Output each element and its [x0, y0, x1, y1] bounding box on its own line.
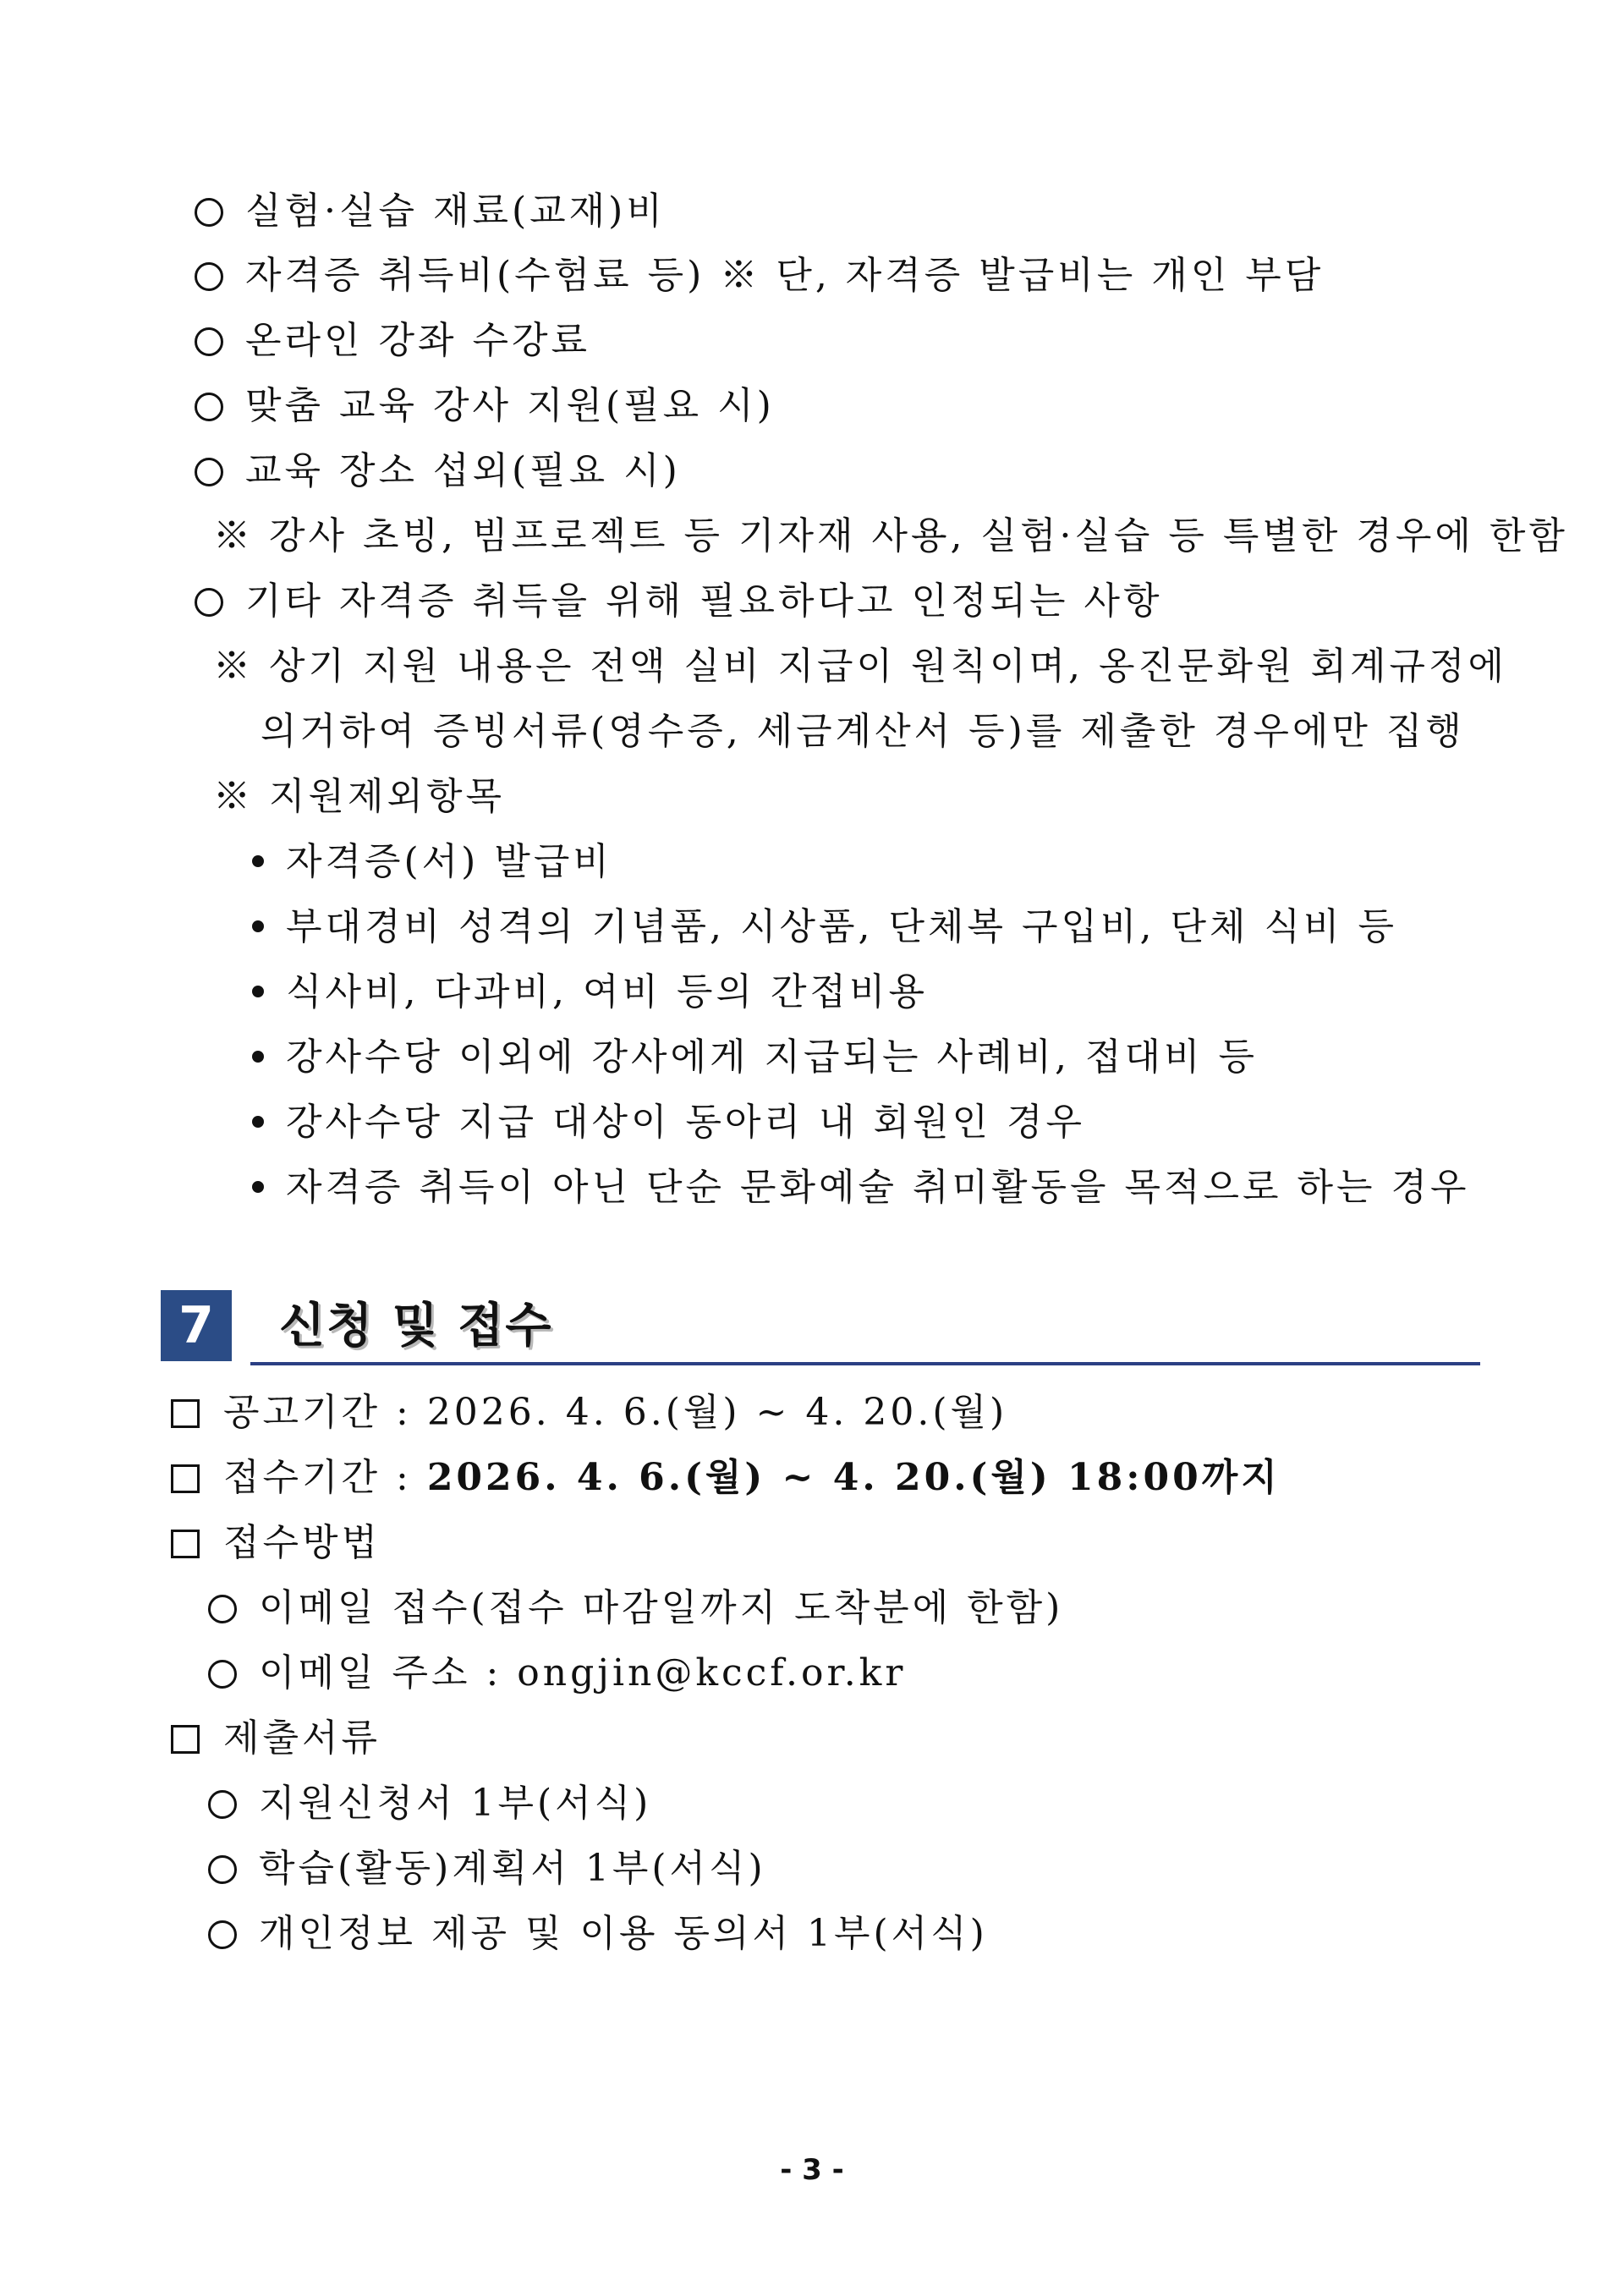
exclusion-item: 부대경비 성격의 기념품, 시상품, 단체복 구입비, 단체 식비 등	[252, 902, 1397, 953]
list-item: 기타 자격증 취득을 위해 필요하다고 인정되는 사항	[195, 576, 1163, 627]
bullet-dot-icon	[252, 920, 264, 932]
circle-bullet-icon	[208, 1595, 237, 1623]
reception-period-value: 2026. 4. 6.(월) ~ 4. 20.(월) 18:00까지	[426, 1456, 1281, 1499]
list-item: 교육 장소 섭외(필요 시)	[195, 446, 681, 497]
note-reimbursement-line1: ※ 상기 지원 내용은 전액 실비 지급이 원칙이며, 옹진문화원 회계규정에	[213, 645, 1507, 688]
reception-period: 접수기간 : 2026. 4. 6.(월) ~ 4. 20.(월) 18:00까지	[171, 1453, 1281, 1503]
list-item: 자격증 취득비(수험료 등) ※ 단, 자격증 발급비는 개인 부담	[195, 250, 1324, 301]
note-special-cases: ※ 강사 초빙, 빔프로젝트 등 기자재 사용, 실험·실습 등 특별한 경우에 한함	[213, 514, 1568, 558]
exclusion-item: 자격증 취득이 아닌 단순 문화예술 취미활동을 목적으로 하는 경우	[252, 1162, 1470, 1213]
document-item: 지원신청서 1부(서식)	[208, 1778, 651, 1829]
section-number-badge: 7	[161, 1290, 232, 1361]
bullet-dot-icon	[252, 1051, 264, 1063]
circle-bullet-icon	[208, 1855, 237, 1884]
circle-bullet-icon	[208, 1790, 237, 1819]
exclusion-item: 강사수당 이외에 강사에게 지급되는 사례비, 접대비 등	[252, 1032, 1258, 1083]
bullet-dot-icon	[252, 986, 264, 997]
circle-bullet-icon	[195, 393, 223, 421]
document-item: 학습(활동)계획서 1부(서식)	[208, 1843, 766, 1894]
circle-bullet-icon	[208, 1920, 237, 1949]
square-bullet-icon	[171, 1530, 200, 1558]
page-number: - 3 -	[780, 2153, 844, 2187]
document-item: 개인정보 제공 및 이용 동의서 1부(서식)	[208, 1909, 988, 1959]
bullet-dot-icon	[252, 1116, 264, 1128]
bullet-dot-icon	[252, 1181, 264, 1193]
circle-bullet-icon	[208, 1660, 237, 1689]
square-bullet-icon	[171, 1464, 200, 1493]
square-bullet-icon	[171, 1725, 200, 1754]
exclusions-heading: ※ 지원제외항목	[213, 775, 506, 818]
circle-bullet-icon	[195, 458, 223, 486]
bullet-dot-icon	[252, 855, 264, 867]
note-reimbursement-line2: 의거하여 증빙서류(영수증, 세금계산서 등)를 제출한 경우에만 집행	[261, 710, 1465, 753]
circle-bullet-icon	[195, 262, 223, 291]
notice-period: 공고기간 : 2026. 4. 6.(월) ~ 4. 20.(월)	[171, 1387, 1007, 1438]
documents-heading: 제출서류	[171, 1713, 381, 1764]
exclusion-item: 자격증(서) 발급비	[252, 837, 612, 887]
method-item-email: 이메일 주소 : ongjin@kccf.or.kr	[208, 1648, 906, 1699]
method-heading: 접수방법	[171, 1518, 381, 1568]
square-bullet-icon	[171, 1399, 200, 1428]
method-item: 이메일 접수(접수 마감일까지 도착분에 한함)	[208, 1583, 1063, 1634]
exclusion-item: 강사수당 지급 대상이 동아리 내 회원인 경우	[252, 1097, 1085, 1148]
section-divider	[250, 1362, 1480, 1365]
section-title: 신청 및 접수	[279, 1299, 553, 1354]
circle-bullet-icon	[195, 327, 223, 356]
list-item: 맞춤 교육 강사 지원(필요 시)	[195, 381, 775, 431]
list-item: 실험·실습 재료(교재)비	[195, 186, 666, 237]
exclusion-item: 식사비, 다과비, 여비 등의 간접비용	[252, 967, 928, 1018]
circle-bullet-icon	[195, 588, 223, 617]
circle-bullet-icon	[195, 198, 223, 227]
list-item: 온라인 강좌 수강료	[195, 316, 590, 366]
